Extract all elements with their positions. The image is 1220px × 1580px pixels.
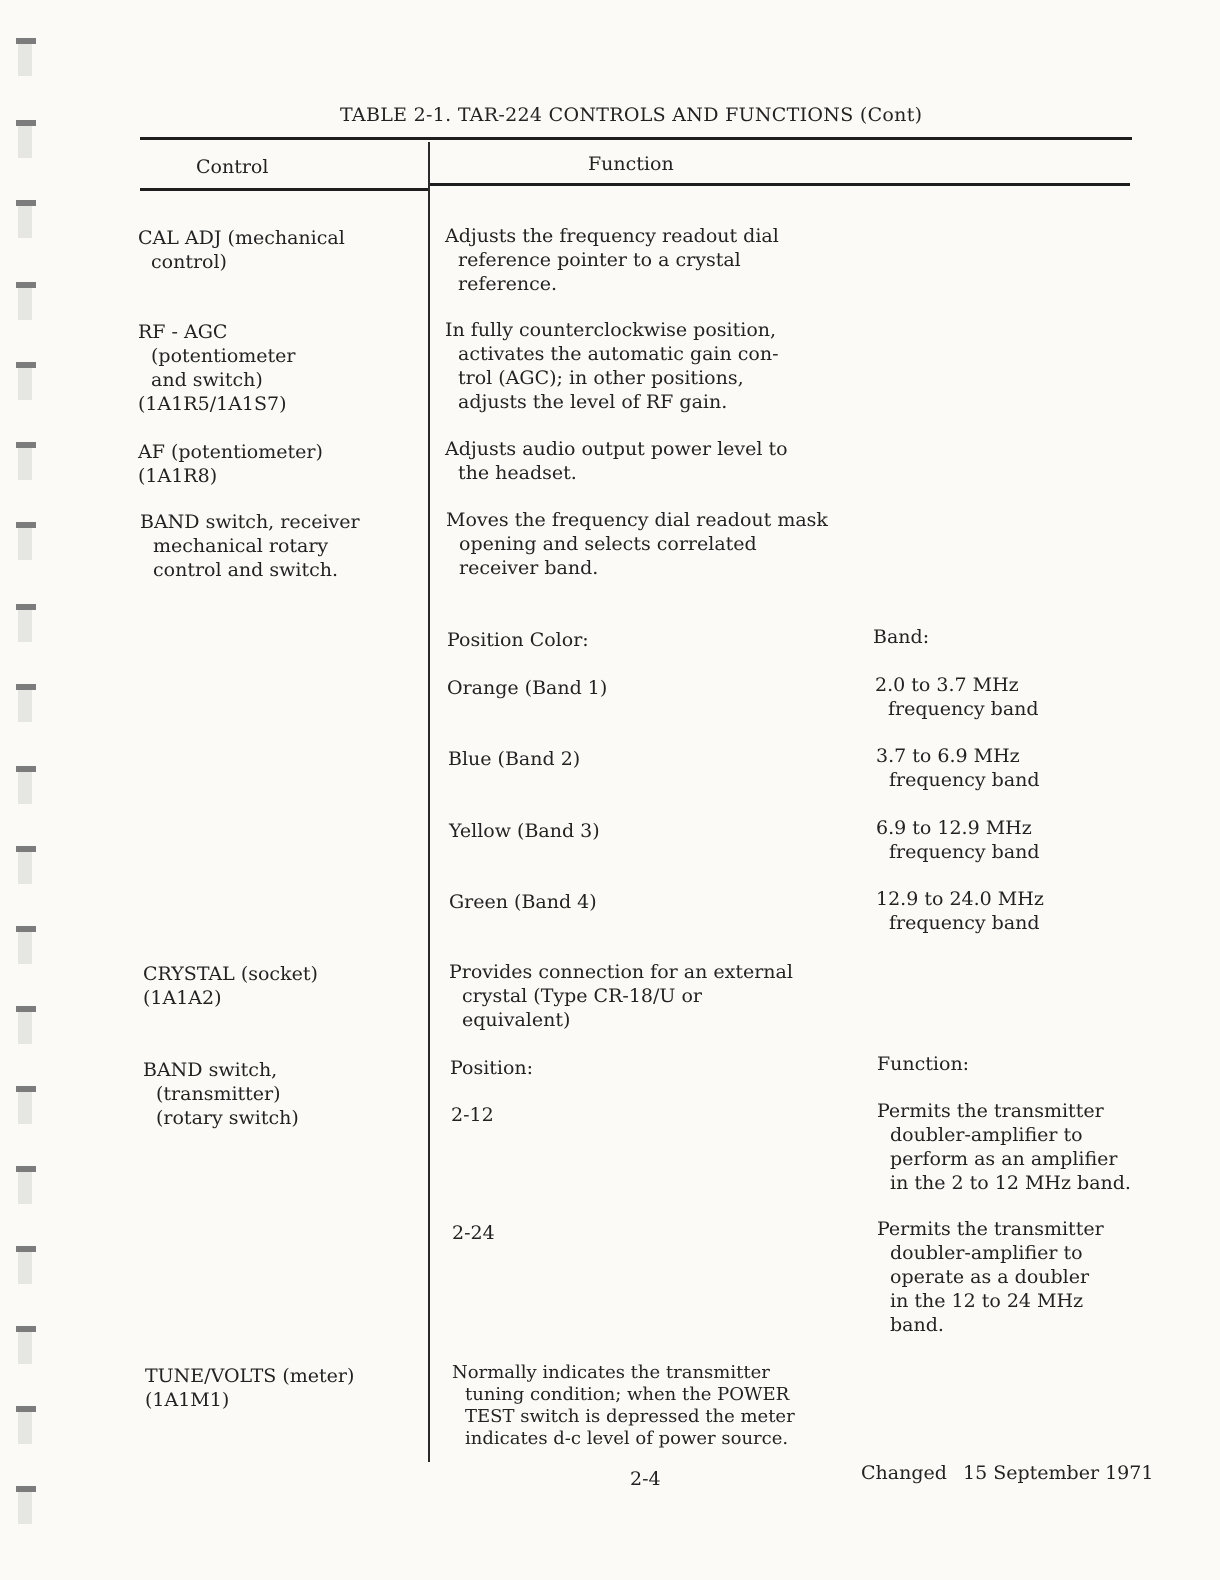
band-range-1: 2.0 to 3.7 MHz frequency band [875,674,1039,720]
control-cal-adj: CAL ADJ (mechanical control) [138,227,345,273]
control-af: AF (potentiometer) (1A1R8) [138,441,323,487]
binder-hole [16,522,36,562]
binder-hole [16,200,36,240]
binder-hole [16,684,36,724]
header-rule-left [140,188,430,191]
position-color-header: Position Color: [447,629,589,651]
band-range-2: 3.7 to 6.9 MHz frequency band [876,745,1040,791]
transmitter-position-2-12: 2-12 [451,1104,494,1126]
transmitter-function-2-12: Permits the transmitter doubler-amplifier to perform as an amplifier in the 2 to 12 MHz band. [877,1100,1131,1194]
binder-hole [16,362,36,402]
band-position-blue: Blue (Band 2) [448,748,581,770]
binder-hole [16,1406,36,1446]
header-function: Function [588,153,674,175]
header-rule-right [428,183,1130,186]
function-band-receiver: Moves the frequency dial readout mask opening and selects correlated receiver band. [446,509,828,579]
control-band-transmitter: BAND switch, (transmitter) (rotary switch) [143,1059,299,1129]
control-crystal: CRYSTAL (socket) (1A1A2) [143,963,318,1009]
function-crystal: Provides connection for an external crystal (Type CR-18/U or equivalent) [449,961,793,1031]
function-af: Adjusts audio output power level to the headset. [445,438,788,484]
table-top-rule [140,137,1132,140]
function-cal-adj: Adjusts the frequency readout dial reference pointer to a crystal reference. [445,225,779,295]
header-control: Control [196,156,269,178]
column-divider [428,142,430,1462]
control-tune-volts: TUNE/VOLTS (meter) (1A1M1) [145,1365,355,1411]
control-rf-agc: RF - AGC (potentiometer and switch) (1A1R5/1A1S7) [138,321,296,415]
band-position-yellow: Yellow (Band 3) [449,820,600,842]
binder-hole [16,442,36,482]
function-rf-agc: In fully counterclockwise position, activates the automatic gain con- trol (AGC); in other positions, adjusts the level of RF gain. [445,319,779,413]
transmitter-position-header: Position: [450,1057,534,1079]
transmitter-function-2-24: Permits the transmitter doubler-amplifier to operate as a doubler in the 12 to 24 MHz band. [877,1218,1104,1336]
binder-hole [16,926,36,966]
binder-hole [16,1166,36,1206]
control-band-receiver: BAND switch, receiver mechanical rotary control and switch. [140,511,360,581]
transmitter-function-header: Function: [877,1053,970,1075]
band-position-green: Green (Band 4) [449,891,597,913]
table-title: TABLE 2-1. TAR-224 CONTROLS AND FUNCTIONS (Cont) [340,104,923,126]
binder-hole [16,1486,36,1526]
band-range-4: 12.9 to 24.0 MHz frequency band [876,888,1044,934]
band-header: Band: [873,626,930,648]
binder-hole [16,120,36,160]
binder-hole [16,1326,36,1366]
band-position-orange: Orange (Band 1) [447,677,608,699]
binder-hole [16,766,36,806]
binder-hole [16,846,36,886]
page-number: 2-4 [630,1468,661,1490]
band-range-3: 6.9 to 12.9 MHz frequency band [876,817,1040,863]
binder-hole [16,1006,36,1046]
binder-hole [16,604,36,644]
binder-hole [16,38,36,78]
binder-hole [16,282,36,322]
footer-changed: Changed [861,1462,947,1484]
transmitter-position-2-24: 2-24 [452,1222,495,1244]
function-tune-volts: Normally indicates the transmitter tuning condition; when the POWER TEST switch is depressed the meter indicates d-c level of power source. [452,1362,795,1449]
binder-hole [16,1086,36,1126]
binder-hole [16,1246,36,1286]
footer-date: 15 September 1971 [963,1462,1154,1484]
